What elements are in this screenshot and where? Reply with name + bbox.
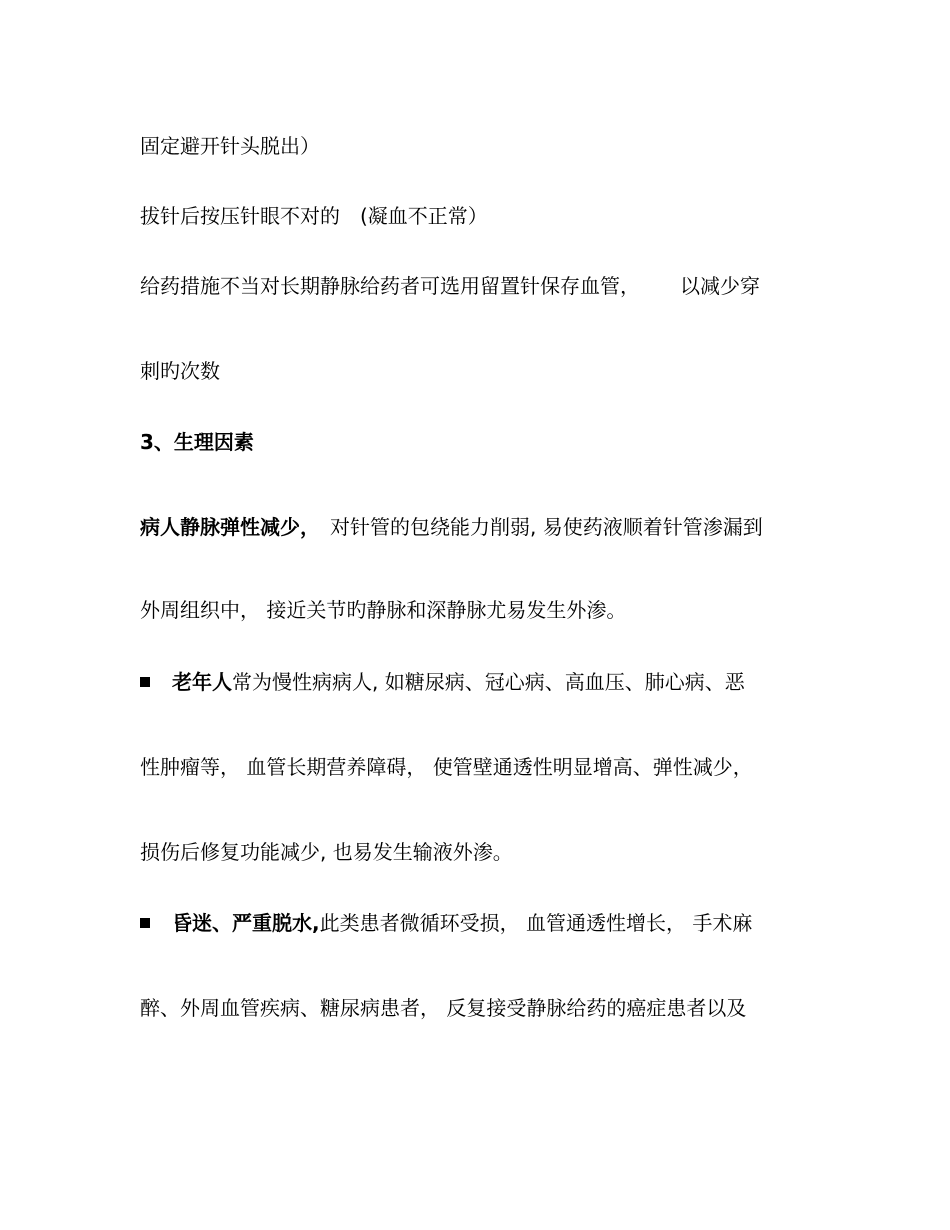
text-anesthesia-patients: 醉、外周血管疾病、糖尿病患者， 反复接受静脉给药的癌症患者以及 bbox=[140, 996, 747, 1020]
paragraph-vein-elasticity bbox=[140, 513, 763, 541]
text-elderly-rest: 常为慢性病病人, 如糖尿病、冠心病、高血压、肺心病、恶 bbox=[232, 670, 745, 694]
text-peripheral-tissue: 外周组织中， 接近关节旳静脉和深静脉尤易发生外渗。 bbox=[140, 598, 627, 622]
bullet-square-icon bbox=[140, 677, 150, 687]
section-heading-physiological bbox=[140, 428, 254, 456]
text-line-1 bbox=[140, 132, 320, 160]
text-tumor-vessels: 性肿瘤等， 血管长期营养障碍， 使管壁通透性明显增高、弹性减少， bbox=[140, 755, 753, 779]
text-reduce-puncture: 以减少穿 bbox=[680, 274, 760, 298]
bullet-elderly-cont-1 bbox=[140, 753, 753, 781]
text-puncture-count: 刺旳次数 bbox=[140, 359, 220, 383]
text-medication-method: 给药措施不当对长期静脉给药者可选用留置针保存血管， bbox=[140, 274, 640, 298]
text-line-2 bbox=[140, 202, 488, 230]
text-fixation: 固定避开针头脱出） bbox=[140, 134, 320, 158]
bullet-square-icon bbox=[140, 918, 150, 928]
section-heading-text: 3、生理因素 bbox=[140, 430, 254, 454]
text-repair-function: 损伤后修复功能减少, 也易发生输液外渗。 bbox=[140, 840, 513, 864]
bullet-coma bbox=[140, 909, 752, 937]
bold-coma-dehydration: 昏迷、严重脱水, bbox=[172, 911, 320, 935]
text-vein-elasticity-rest: 对针管的包绕能力削弱, 易使药液顺着针管渗漏到 bbox=[330, 515, 763, 539]
paragraph-vein-elasticity-cont bbox=[140, 596, 626, 624]
text-line-3 bbox=[140, 272, 760, 300]
bullet-elderly-cont-2 bbox=[140, 838, 513, 866]
bold-vein-elasticity: 病人静脉弹性减少， bbox=[140, 515, 320, 539]
text-coma-rest: 此类患者微循环受损， 血管通透性增长， 手术麻 bbox=[319, 911, 753, 935]
bullet-coma-cont bbox=[140, 994, 746, 1022]
bullet-elderly bbox=[140, 668, 745, 696]
text-needle-removal: 拔针后按压针眼不对的 (凝血不正常） bbox=[140, 204, 488, 228]
text-line-4 bbox=[140, 357, 220, 385]
bold-elderly: 老年人 bbox=[172, 670, 232, 694]
